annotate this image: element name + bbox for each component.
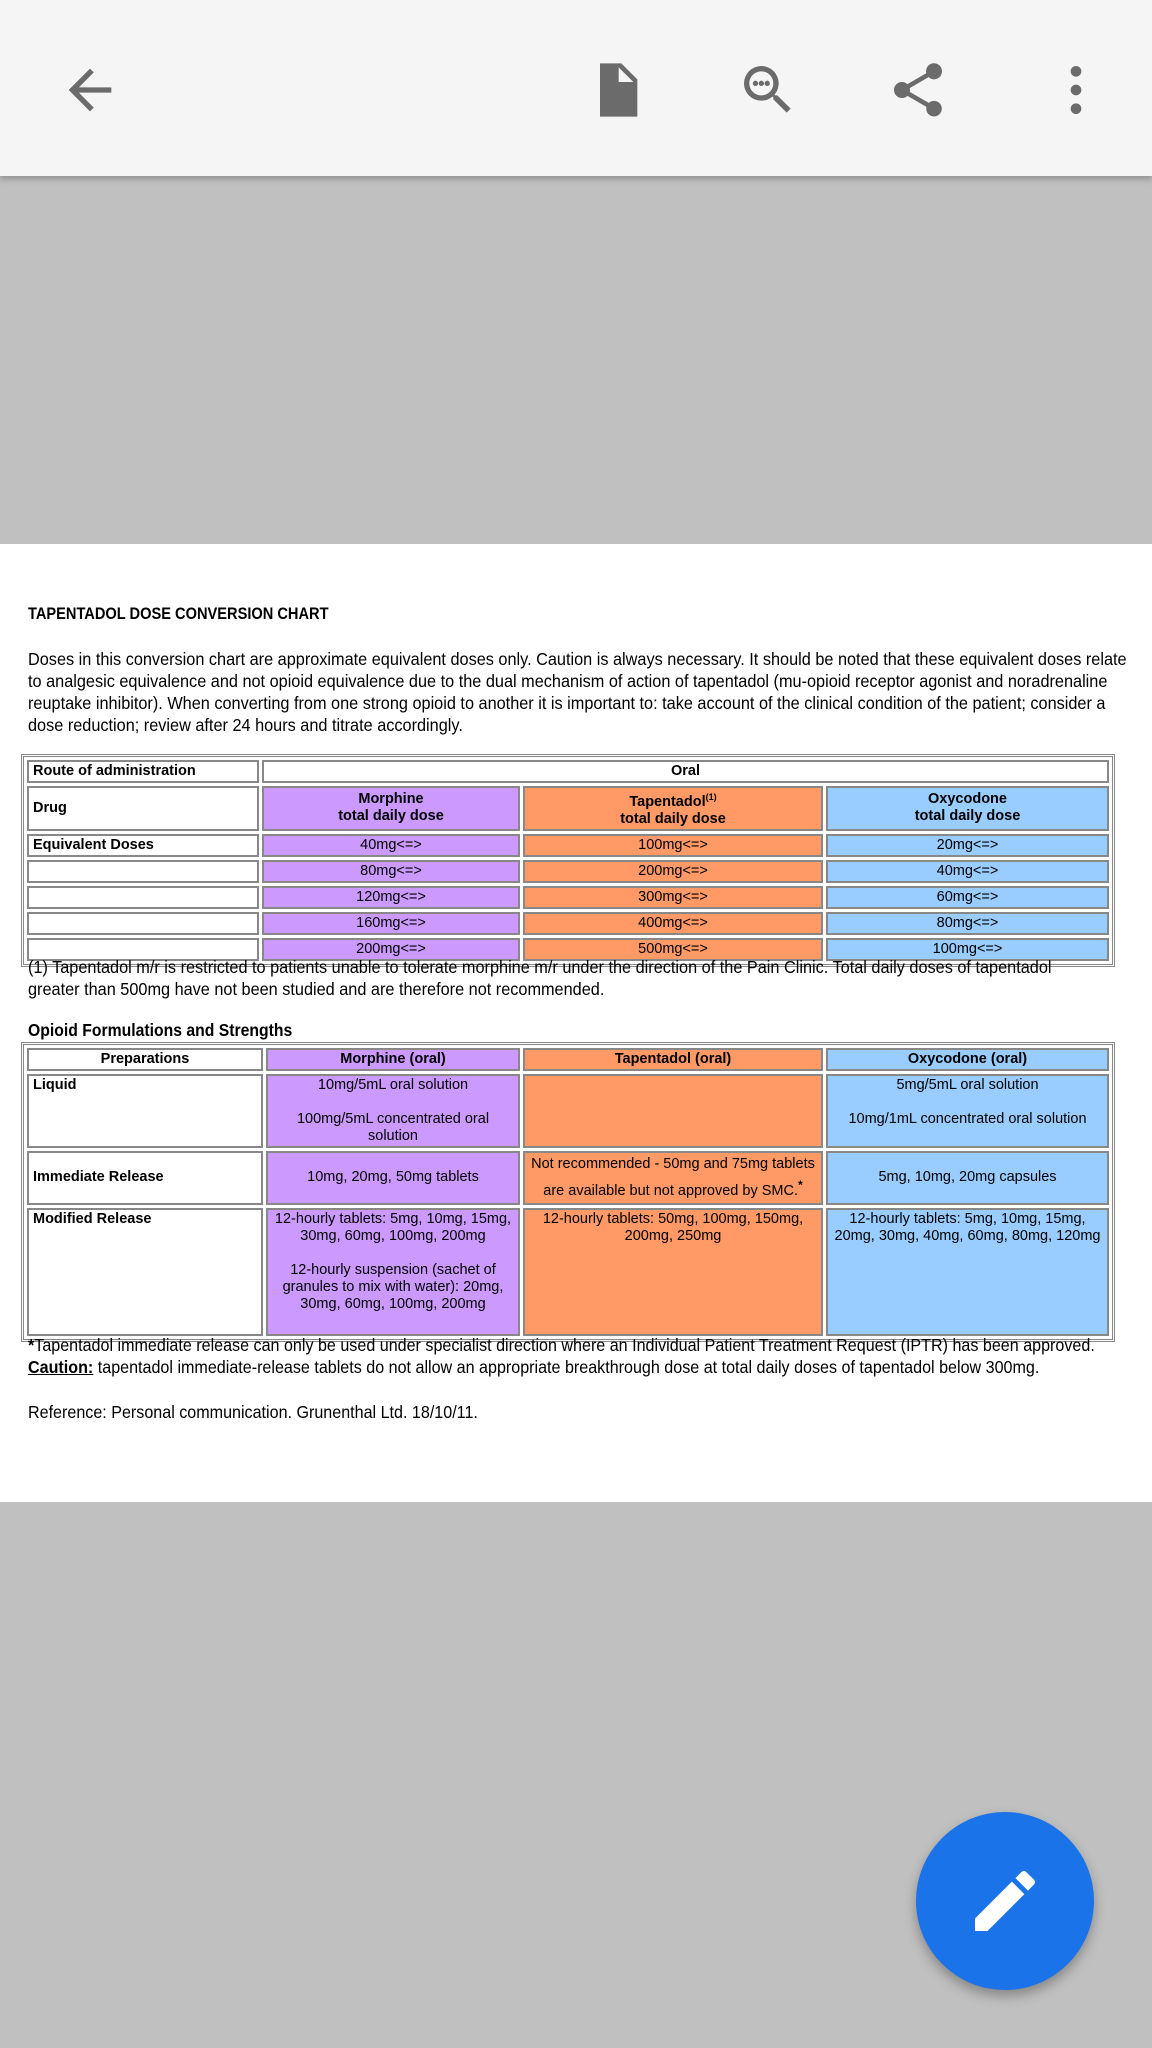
intro-paragraph: Doses in this conversion chart are approximate equivalent doses only. Caution is always necessary. It should be noted that these equivalent doses relate to analgesic equivalence and not opioid equivalence due to the dual mechanism of action of tapentadol (mu-opioid receptor agonist and noradrenaline reuptake inhibitor). When converting from one strong opioid to another it is important to: take account of the clinical condition of the patient; consider a dose reduction; review after 24 hours and titrate accordingly.	[28, 649, 1127, 735]
more-vert-icon	[1044, 58, 1108, 122]
dose-cell: 80mg<=>	[262, 860, 520, 883]
liquid-oxycodone: 5mg/5mL oral solution 10mg/1mL concentrated oral solution	[826, 1074, 1109, 1148]
preparations-header: Preparations	[27, 1048, 263, 1071]
edit-fab-button[interactable]	[916, 1812, 1094, 1990]
dose-cell: 500mg<=>	[523, 938, 823, 961]
footnote-1: (1) Tapentadol m/r is restricted to patients unable to tolerate morphine m/r under the direction of the Pain Clinic. Total daily doses of tapentadol greater than 500mg have not been studied and are therefore not recommended.	[28, 957, 1052, 999]
dose-cell: 20mg<=>	[826, 834, 1109, 857]
tapentadol-oral-header: Tapentadol (oral)	[523, 1048, 823, 1071]
liquid-morphine: 10mg/5mL oral solution 100mg/5mL concentrated oral solution	[266, 1074, 520, 1148]
drug-label: Drug	[27, 786, 259, 831]
share-icon	[886, 58, 950, 122]
reference: Reference: Personal communication. Grunenthal Ltd. 18/10/11.	[28, 1402, 478, 1422]
document-button[interactable]	[574, 48, 658, 132]
mr-tapentadol: 12-hourly tablets: 50mg, 100mg, 150mg, 200mg, 250mg	[523, 1208, 823, 1336]
liquid-tapentadol	[523, 1074, 823, 1148]
empty-label	[27, 912, 259, 935]
caution-note: Caution: tapentadol immediate-release tablets do not allow an appropriate breakthrough dose at total daily doses of tapentadol below 300mg.	[28, 1357, 1040, 1377]
morphine-header: Morphine total daily dose	[262, 786, 520, 831]
dose-cell: 200mg<=>	[262, 938, 520, 961]
oxycodone-header: Oxycodone total daily dose	[826, 786, 1109, 831]
search-button[interactable]	[726, 48, 810, 132]
dose-conversion-table	[21, 754, 1115, 967]
top-toolbar	[0, 0, 1152, 176]
mr-oxycodone: 12-hourly tablets: 5mg, 10mg, 15mg, 20mg, 30mg, 40mg, 60mg, 80mg, 120mg	[826, 1208, 1109, 1336]
pdf-page	[0, 544, 1152, 1502]
dose-cell: 400mg<=>	[523, 912, 823, 935]
search-more-icon	[736, 58, 800, 122]
morphine-oral-header: Morphine (oral)	[266, 1048, 520, 1071]
dose-cell: 160mg<=>	[262, 912, 520, 935]
ir-tapentadol: Not recommended - 50mg and 75mg tablets are available but not approved by SMC.*	[523, 1151, 823, 1205]
dose-cell: 300mg<=>	[523, 886, 823, 909]
document-title: TAPENTADOL DOSE CONVERSION CHART	[28, 604, 329, 623]
route-value: Oral	[262, 760, 1109, 783]
footnote-specialist: *Tapentadol immediate release can only be used under specialist direction where an Individual Patient Treatment Request (IPTR) has been approved.	[28, 1335, 1095, 1355]
dose-cell: 40mg<=>	[262, 834, 520, 857]
dose-cell: 80mg<=>	[826, 912, 1109, 935]
document-icon	[584, 58, 648, 122]
dose-cell: 120mg<=>	[262, 886, 520, 909]
edit-pencil-icon	[965, 1861, 1045, 1941]
arrow-back-icon	[58, 58, 122, 122]
dose-cell: 60mg<=>	[826, 886, 1109, 909]
immediate-release-label: Immediate Release	[27, 1151, 263, 1205]
formulations-subtitle: Opioid Formulations and Strengths	[28, 1020, 293, 1040]
oxycodone-oral-header: Oxycodone (oral)	[826, 1048, 1109, 1071]
dose-cell: 40mg<=>	[826, 860, 1109, 883]
empty-label	[27, 886, 259, 909]
more-options-button[interactable]	[1034, 48, 1118, 132]
formulations-table	[21, 1042, 1115, 1342]
dose-cell: 100mg<=>	[826, 938, 1109, 961]
back-button[interactable]	[48, 48, 132, 132]
dose-cell: 100mg<=>	[523, 834, 823, 857]
mr-morphine: 12-hourly tablets: 5mg, 10mg, 15mg, 30mg, 60mg, 100mg, 200mg 12-hourly suspension (sachet of granules to mix with water): 20mg, 30mg, 60mg, 100mg, 200mg	[266, 1208, 520, 1336]
tapentadol-header: Tapentadol$^{(1)}$ total daily dose	[523, 786, 823, 831]
share-button[interactable]	[876, 48, 960, 132]
ir-oxycodone: 5mg, 10mg, 20mg capsules	[826, 1151, 1109, 1205]
modified-release-label: Modified Release	[27, 1208, 263, 1336]
dose-cell: 200mg<=>	[523, 860, 823, 883]
liquid-label: Liquid	[27, 1074, 263, 1148]
ir-morphine: 10mg, 20mg, 50mg tablets	[266, 1151, 520, 1205]
empty-label	[27, 860, 259, 883]
equivalent-doses-label: Equivalent Doses	[27, 834, 259, 857]
route-label: Route of administration	[27, 760, 259, 783]
